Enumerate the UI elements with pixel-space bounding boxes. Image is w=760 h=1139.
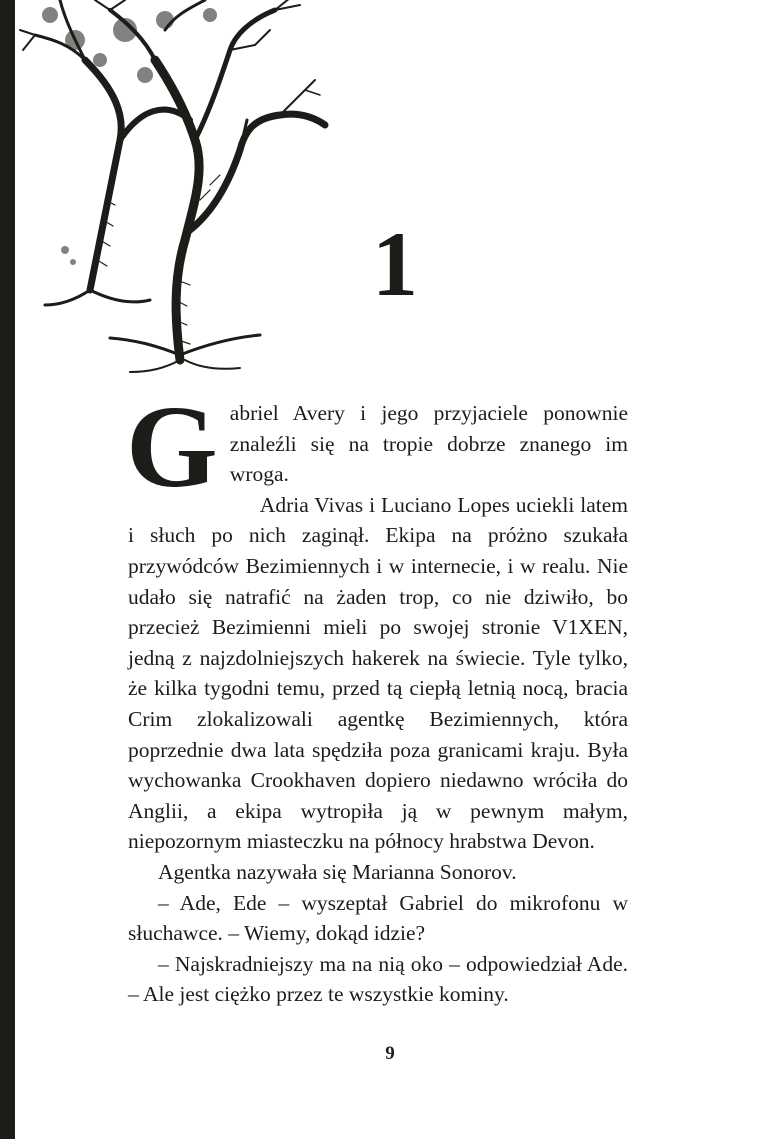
paragraph: Adria Vivas i Luciano Lopes uciekli latem i słuch po nich zaginął. Ekipa na próżno szukała przywódców Bezimiennych i w internecie, i w realu. Nie udało się natrafić na żaden trop, co nie dziwiło, bo przecież Bezimienni mieli po swojej stronie V1XEN, jedną z najzdolniejszych hakerek na świecie. Tyle tylko, że kilka tygodni temu, przed tą ciepłą letnią nocą, bracia Crim zlokalizowali agentkę Bezimiennych, która poprzednie dwa lata spędziła poza granicami kraju. Była wychowanka Crookhaven dopiero niedawno wróciła do Anglii, a ekipa wytropiła ją w pewnym małym, niepozornym miasteczku na północy hrabstwa Devon. bbox=[128, 492, 628, 854]
chapter-body bbox=[126, 381, 628, 1010]
page-number: 9 bbox=[385, 1043, 395, 1064]
paragraph: Agentka nazywała się Marianna Sonorov. bbox=[158, 859, 517, 884]
dialogue-line: – Ade, Ede – wyszeptał Gabriel do mikrofonu w słuchawce. – Wiemy, dokąd idzie? bbox=[128, 890, 628, 946]
tree-illustration bbox=[15, 0, 335, 375]
drop-cap: G bbox=[126, 381, 218, 512]
page-binding-edge bbox=[0, 0, 15, 1139]
dialogue-line: – Najskradniejszy ma na nią oko – odpowiedział Ade. – Ale jest ciężko przez te wszystkie kominy. bbox=[128, 951, 628, 1007]
chapter-number: 1 bbox=[372, 213, 418, 315]
opening-paragraph bbox=[126, 381, 628, 512]
opening-text: abriel Avery i jego przyjaciele ponownie znaleźli się na tropie dobrze znanego im wroga. bbox=[229, 401, 628, 487]
